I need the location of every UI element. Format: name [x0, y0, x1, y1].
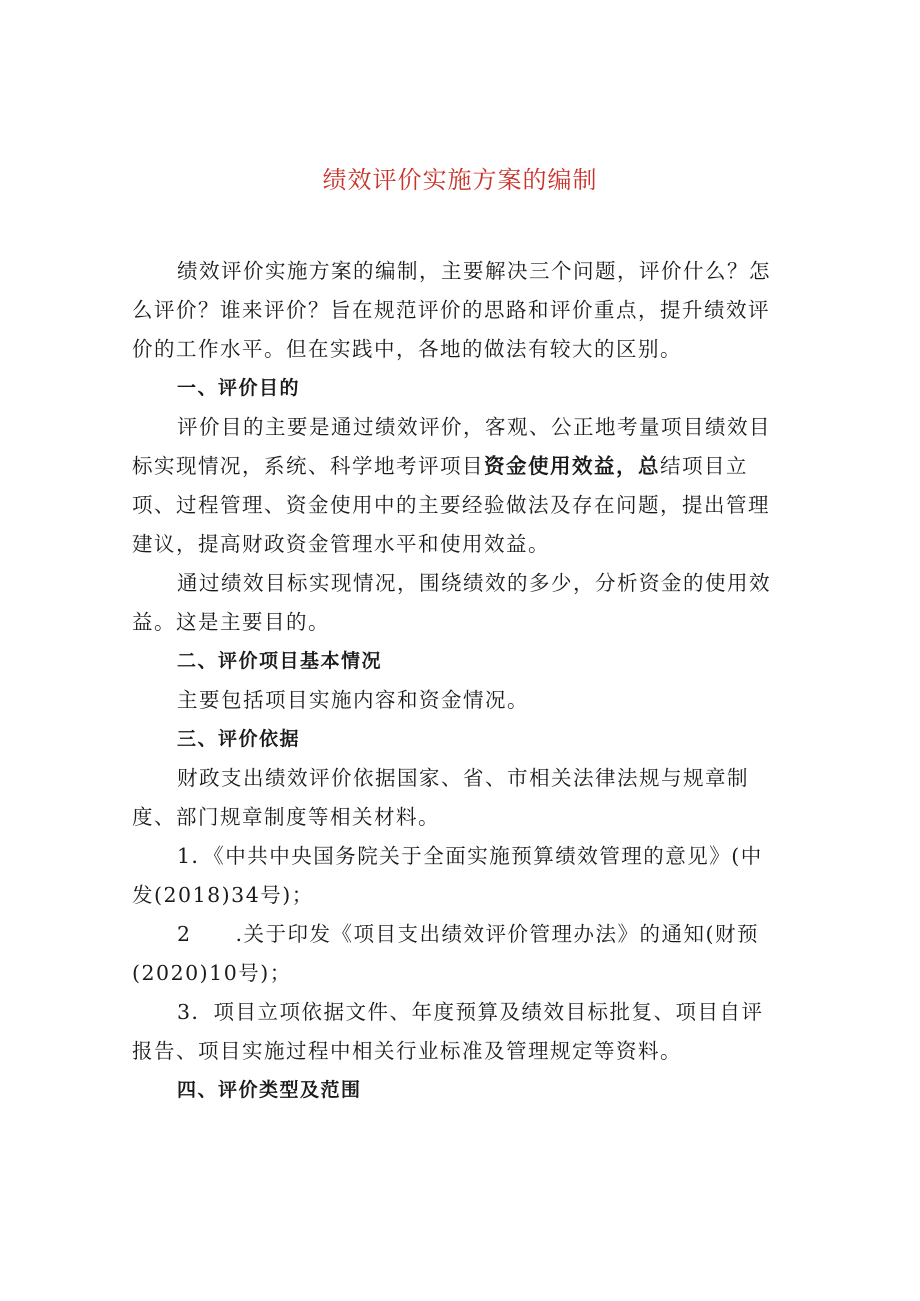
project-info-paragraph: 主要包括项目实施内容和资金情况。 — [177, 688, 529, 712]
basis-item-1: 1．《中共中央国务院关于全面实施预算绩效管理的意见》(中发(2018)34号)； — [132, 844, 763, 907]
basis-item-3: 3．项目立项依据文件、年度预算及绩效目标批复、项目自评报告、项目实施过程中相关行业标准及管理规定等资料。 — [132, 1000, 764, 1063]
purpose-text-a: 评价目的主要是通过绩效评价，客观、公正地考量项目绩效目标实现情况，系统、科学地考评项目 — [132, 415, 771, 478]
purpose-paragraph — [132, 408, 780, 564]
section-heading-scope: 四、评价类型及范围 — [177, 1079, 362, 1101]
document-body — [132, 252, 780, 1110]
document-title: 绩效评价实施方案的编制 — [322, 166, 598, 194]
section-heading-project-info: 二、评价项目基本情况 — [177, 650, 383, 672]
section-heading-basis: 三、评价依据 — [177, 728, 301, 750]
purpose-text-b: 结项目立项、过程管理、资金使用中的主要经验做法及存在问题，提出管理建议，提高财政资金管理水平和使用效益。 — [132, 454, 770, 556]
purpose-text-bold: 资金使用效益，总 — [484, 454, 660, 478]
section-heading-purpose: 一、评价目的 — [177, 377, 301, 399]
basis-item-2: 2 .关于印发《项目支出绩效评价管理办法》的通知(财预(2020)10号)； — [132, 922, 760, 985]
intro-paragraph: 绩效评价实施方案的编制，主要解决三个问题，评价什么？怎么评价？谁来评价？旨在规范评价的思路和评价重点，提升绩效评价的工作水平。但在实践中，各地的做法有较大的区别。 — [132, 259, 771, 361]
basis-paragraph: 财政支出绩效评价依据国家、省、市相关法律法规与规章制度、部门规章制度等相关材料。 — [132, 766, 749, 829]
purpose-paragraph-2: 通过绩效目标实现情况，围绕绩效的多少，分析资金的使用效益。这是主要目的。 — [132, 571, 771, 634]
